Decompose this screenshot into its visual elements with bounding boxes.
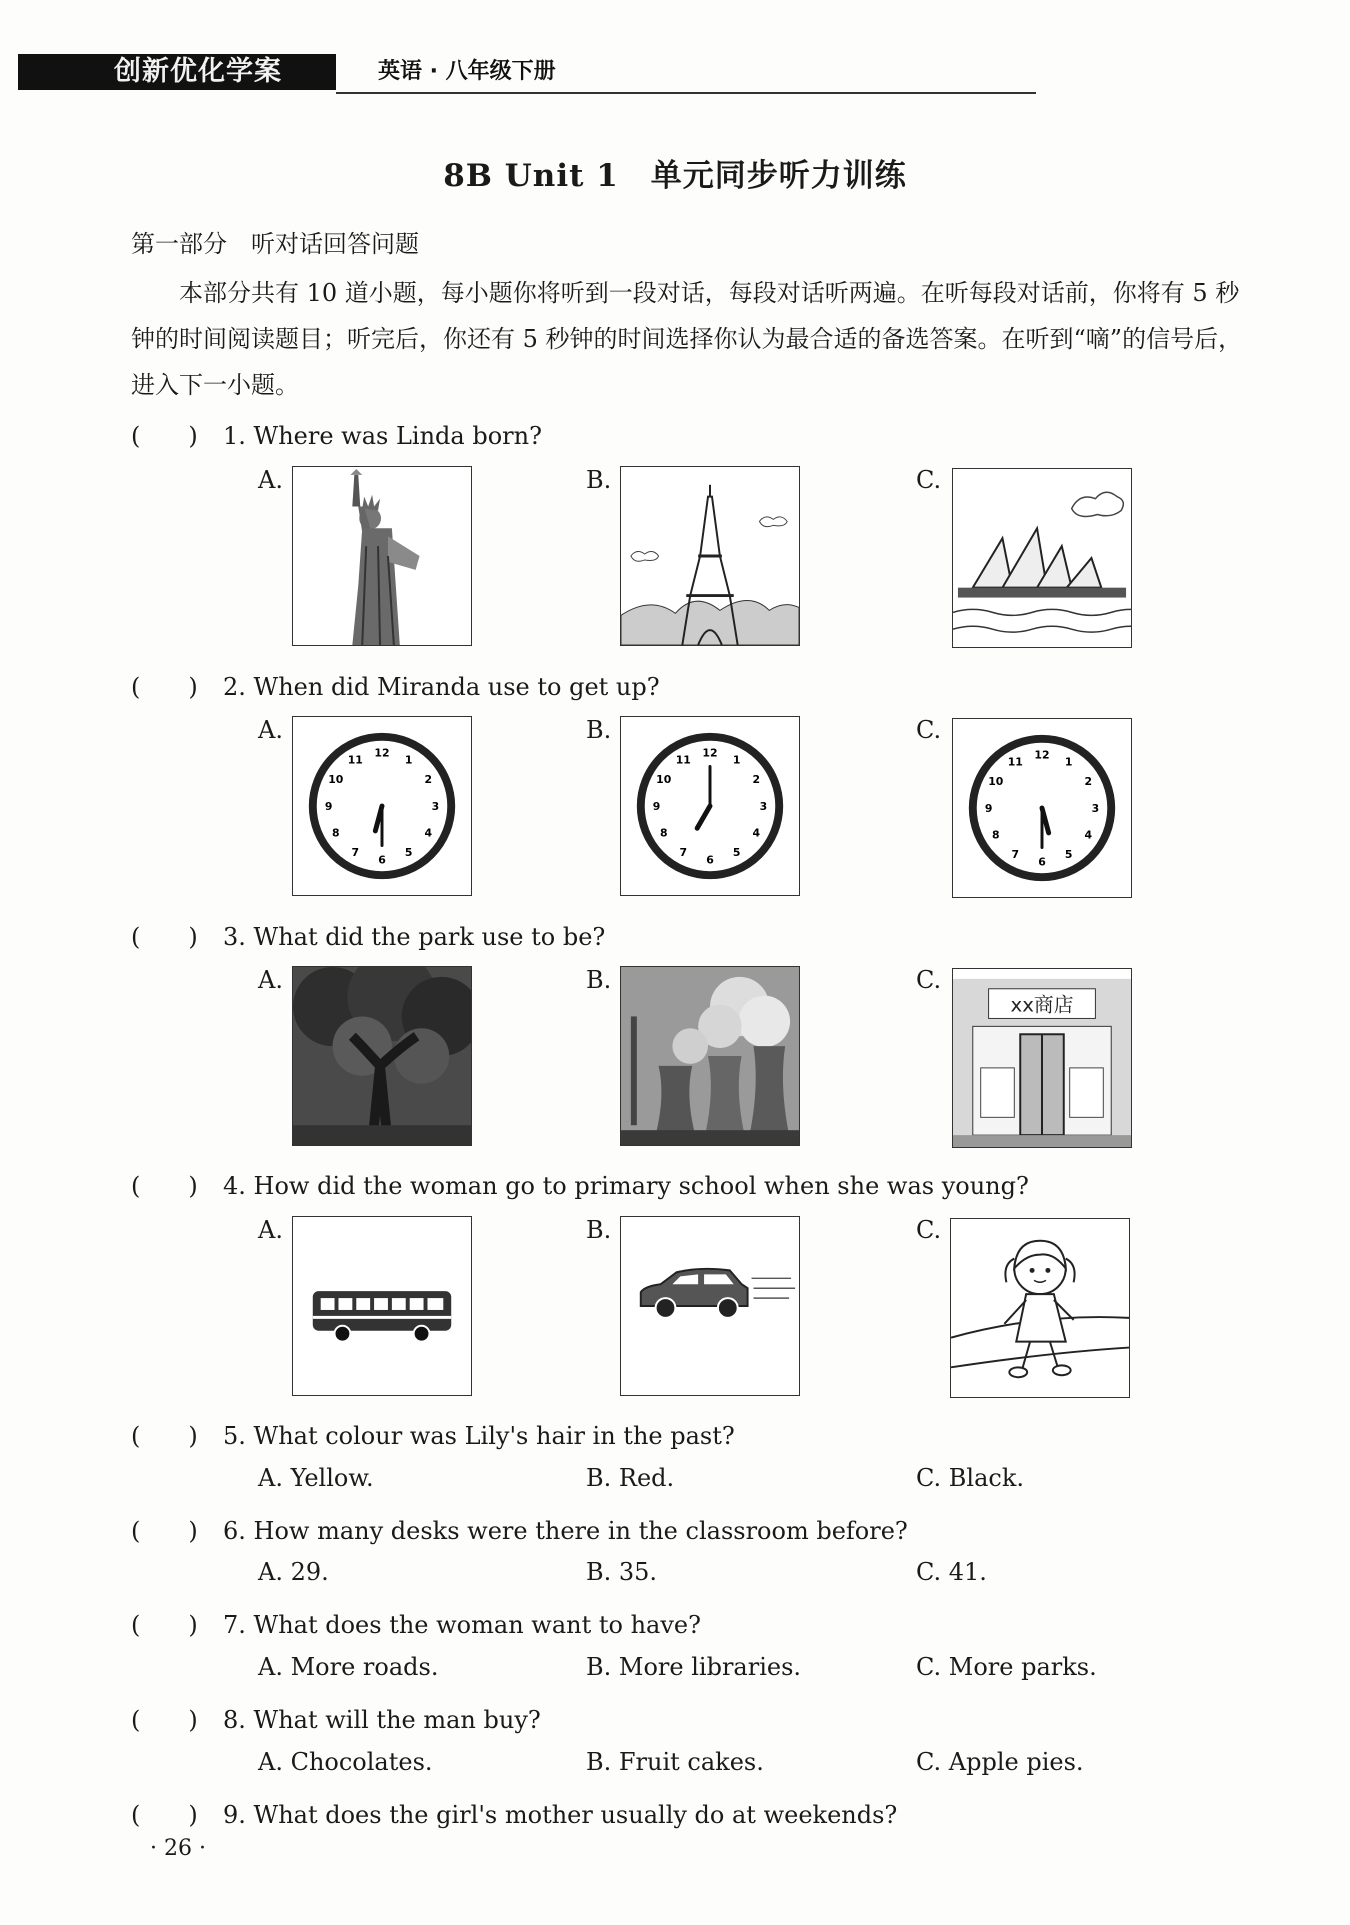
clock-number: 4 [424, 826, 433, 840]
clock-number: 4 [1084, 828, 1093, 842]
answer-blank[interactable]: ( ) [131, 1801, 198, 1829]
clock-number: 2 [1084, 775, 1093, 789]
clock-number: 12 [374, 746, 390, 760]
clock-number: 12 [702, 746, 718, 760]
clock-number: 1 [404, 753, 413, 767]
question-text: 1. Where was Linda born? [223, 422, 542, 450]
question-7 [131, 1605, 701, 1640]
question-text: 9. What does the girl's mother usually do at weekends? [223, 1801, 898, 1829]
subject-label: 英语 · 八年级下册 [378, 59, 556, 84]
option-label-b: B. [586, 966, 612, 994]
question-1 [131, 416, 542, 451]
answer-blank[interactable]: ( ) [131, 1517, 198, 1545]
statue-of-liberty-image[interactable] [292, 466, 472, 646]
clock-number: 9 [984, 801, 993, 815]
option-label-a: A. [258, 966, 283, 994]
clock-number: 1 [1064, 755, 1073, 769]
header-rule [336, 92, 1036, 94]
shop-sign: xx商店 [1010, 993, 1074, 1017]
walking-girl-image[interactable] [950, 1218, 1130, 1398]
clock-number: 8 [991, 828, 1000, 842]
option-b[interactable]: B. Fruit cakes. [586, 1748, 764, 1776]
question-8 [131, 1700, 541, 1735]
clock-image-a[interactable] [292, 716, 472, 896]
clock-number: 10 [656, 773, 672, 787]
clock-number: 7 [351, 846, 360, 860]
car-image[interactable] [620, 1216, 800, 1396]
clock-number: 9 [652, 799, 661, 813]
sydney-opera-house-image[interactable] [952, 468, 1132, 648]
question-text: 3. What did the park use to be? [223, 923, 606, 951]
clock-number: 8 [659, 826, 668, 840]
clock-number: 6 [1038, 855, 1046, 869]
option-a[interactable]: A. Yellow. [258, 1464, 374, 1492]
question-5 [131, 1416, 735, 1451]
clock-number: 10 [328, 773, 344, 787]
option-label-a: A. [258, 1216, 283, 1244]
clock-number: 2 [424, 773, 433, 787]
forest-image[interactable] [292, 966, 472, 1146]
option-label-a: A. [258, 466, 283, 494]
answer-blank[interactable]: ( ) [131, 1706, 198, 1734]
question-text: 5. What colour was Lily's hair in the past? [223, 1422, 735, 1450]
clock-number: 5 [404, 846, 413, 860]
option-c[interactable]: C. More parks. [916, 1653, 1097, 1681]
clock-number: 1 [732, 753, 741, 767]
page-header [18, 54, 1038, 94]
option-a[interactable]: A. More roads. [258, 1653, 439, 1681]
clock-number: 3 [1091, 801, 1100, 815]
section-heading: 第一部分 听对话回答问题 [131, 230, 419, 258]
eiffel-tower-image[interactable] [620, 466, 800, 646]
question-4 [131, 1166, 1029, 1201]
question-text: 6. How many desks were there in the classroom before? [223, 1517, 908, 1545]
question-text: 4. How did the woman go to primary school when she was young? [223, 1172, 1029, 1200]
question-9 [131, 1795, 897, 1830]
clock-number: 12 [1034, 748, 1050, 762]
option-label-b: B. [586, 1216, 612, 1244]
clock-number: 3 [759, 799, 768, 813]
question-text: 7. What does the woman want to have? [223, 1611, 701, 1639]
answer-blank[interactable]: ( ) [131, 1422, 198, 1450]
question-text: 8. What will the man buy? [223, 1706, 541, 1734]
option-c[interactable]: C. 41. [916, 1558, 987, 1586]
option-label-c: C. [916, 466, 942, 494]
instructions: 本部分共有 10 道小题，每小题你将听到一段对话，每段对话听两遍。在听每段对话前，你将有 5 秒钟的时间阅读题目；听完后，你还有 5 秒钟的时间选择你认为最合适的备选答案。在听到“嘀”的信号后，进入下一小题。 [131, 279, 1243, 399]
page-title: 8B Unit 1 单元同步听力训练 [443, 158, 907, 194]
clock-number: 5 [1064, 848, 1073, 862]
option-b[interactable]: B. More libraries. [586, 1653, 802, 1681]
clock-number: 9 [324, 799, 333, 813]
answer-blank[interactable]: ( ) [131, 422, 198, 450]
answer-blank[interactable]: ( ) [131, 923, 198, 951]
option-label-c: C. [916, 716, 942, 744]
option-label-b: B. [586, 466, 612, 494]
answer-blank[interactable]: ( ) [131, 1611, 198, 1639]
clock-number: 11 [675, 753, 691, 767]
question-2 [131, 667, 660, 702]
clock-number: 10 [988, 775, 1004, 789]
option-a[interactable]: A. Chocolates. [258, 1748, 433, 1776]
clock-number: 6 [706, 853, 714, 867]
answer-blank[interactable]: ( ) [131, 673, 198, 701]
option-label-c: C. [916, 1216, 942, 1244]
power-plant-image[interactable] [620, 966, 800, 1146]
option-b[interactable]: B. 35. [586, 1558, 658, 1586]
option-label-c: C. [916, 966, 942, 994]
clock-number: 7 [679, 846, 688, 860]
clock-image-c[interactable] [952, 718, 1132, 898]
clock-number: 8 [331, 826, 340, 840]
option-c[interactable]: C. Apple pies. [916, 1748, 1084, 1776]
clock-number: 5 [732, 846, 741, 860]
clock-number: 6 [378, 853, 386, 867]
option-b[interactable]: B. Red. [586, 1464, 675, 1492]
clock-number: 4 [752, 826, 761, 840]
option-label-a: A. [258, 716, 283, 744]
question-3 [131, 917, 605, 952]
clock-number: 2 [752, 773, 761, 787]
brand-banner: 创新优化学案 [18, 54, 336, 90]
question-text: 2. When did Miranda use to get up? [223, 673, 660, 701]
answer-blank[interactable]: ( ) [131, 1172, 198, 1200]
clock-number: 11 [347, 753, 363, 767]
clock-number: 7 [1011, 848, 1020, 862]
shop-image[interactable] [952, 968, 1132, 1148]
option-label-b: B. [586, 716, 612, 744]
question-6 [131, 1511, 908, 1546]
clock-number: 3 [431, 799, 440, 813]
page-number: · 26 · [150, 1836, 206, 1861]
option-a[interactable]: A. 29. [258, 1558, 329, 1586]
clock-number: 11 [1007, 755, 1023, 769]
clock-image-b[interactable] [620, 716, 800, 896]
option-c[interactable]: C. Black. [916, 1464, 1024, 1492]
bus-image[interactable] [292, 1216, 472, 1396]
